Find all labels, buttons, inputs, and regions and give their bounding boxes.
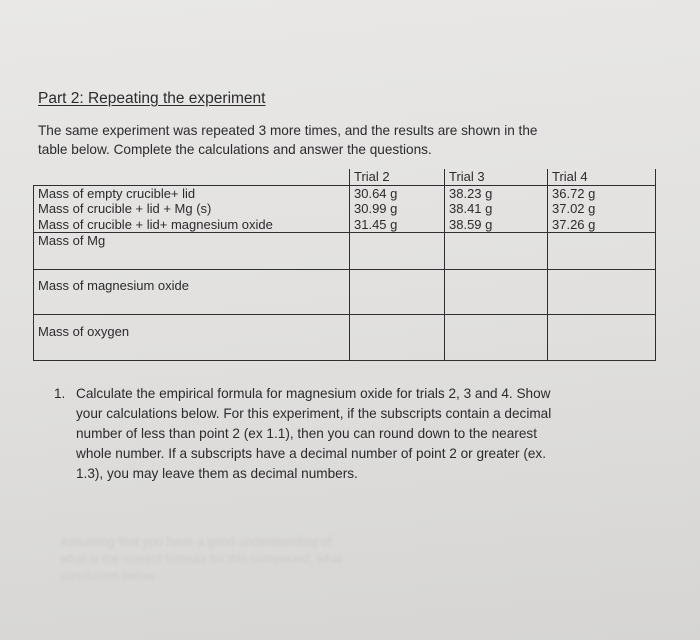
- value-cell: 38.59 g: [449, 216, 493, 232]
- trial-3-values-cell: [445, 185, 548, 233]
- trial-2-values-cell: [350, 185, 445, 233]
- answer-cell-trial-4[interactable]: [548, 233, 656, 270]
- answer-cell-trial-2[interactable]: [350, 270, 445, 315]
- value-cell: 37.26 g: [552, 216, 596, 232]
- intro-line: The same experiment was repeated 3 more times, and the results are shown in the: [38, 123, 538, 138]
- row-label-mass-mg: Mass of Mg: [34, 233, 350, 270]
- value-cell: 38.23 g: [449, 185, 493, 201]
- row-label-crucible-lid: Mass of empty crucible+ lid: [38, 185, 196, 201]
- answer-cell-trial-4[interactable]: [548, 315, 656, 361]
- bleed-line: Assuming that you have a good understanding of: [60, 535, 332, 549]
- answer-cell-trial-3[interactable]: [445, 233, 548, 270]
- question-line: number of less than point 2 (ex 1.1), then you can round down to the nearest: [76, 426, 537, 441]
- value-cell: 30.99 g: [354, 201, 398, 216]
- question-line: your calculations below. For this experiment, if the subscripts contain a decimal: [76, 406, 552, 421]
- bleed-line: conclusion below: [60, 569, 156, 583]
- row-label-crucible-lid-mg: Mass of crucible + lid + Mg (s): [38, 201, 212, 216]
- question-number: 1.: [54, 386, 66, 401]
- answer-cell-trial-2[interactable]: [350, 233, 445, 270]
- intro-text: [38, 121, 658, 159]
- page-title: Part 2: Repeating the experiment: [38, 90, 266, 107]
- table-row-mass-mgo: [34, 270, 656, 315]
- value-cell: 36.72 g: [552, 185, 596, 201]
- question-1: [54, 384, 664, 484]
- answer-cell-trial-3[interactable]: [445, 315, 548, 361]
- value-cell: 30.64 g: [354, 185, 398, 201]
- value-cell: 38.41 g: [449, 201, 493, 216]
- row-label-mass-oxygen: Mass of oxygen: [34, 315, 350, 361]
- table-row-mass-oxygen: [34, 315, 656, 361]
- row-label-crucible-lid-mgo: Mass of crucible + lid+ magnesium oxide: [38, 216, 273, 232]
- header-corner: [34, 169, 350, 185]
- header-trial-2: Trial 2: [350, 169, 445, 185]
- table-row-mass-mg: [34, 233, 656, 270]
- trial-4-values-cell: [548, 185, 656, 233]
- value-cell: 31.45 g: [354, 216, 398, 232]
- intro-line: table below. Complete the calculations and answer the questions.: [38, 142, 432, 157]
- answer-cell-trial-2[interactable]: [350, 315, 445, 361]
- bleed-through-text: [60, 534, 660, 585]
- answer-cell-trial-3[interactable]: [445, 270, 548, 315]
- table-header-row: [34, 169, 656, 185]
- table-row-measured: [34, 185, 656, 233]
- row-label-mass-mgo: Mass of magnesium oxide: [34, 270, 350, 315]
- question-line: Calculate the empirical formula for magnesium oxide for trials 2, 3 and 4. Show: [76, 386, 551, 401]
- header-trial-4: Trial 4: [548, 169, 656, 185]
- value-cell: 37.02 g: [552, 201, 596, 216]
- question-line: whole number. If a subscripts have a decimal number of point 2 or greater (ex.: [76, 446, 546, 461]
- question-body: [76, 384, 664, 484]
- answer-cell-trial-4[interactable]: [548, 270, 656, 315]
- measured-labels-cell: [34, 185, 350, 233]
- bleed-line: what is the correct formula for this compound, what: [60, 552, 343, 566]
- results-table: [33, 169, 656, 361]
- question-line: 1.3), you may leave them as decimal numbers.: [76, 466, 358, 481]
- header-trial-3: Trial 3: [445, 169, 548, 185]
